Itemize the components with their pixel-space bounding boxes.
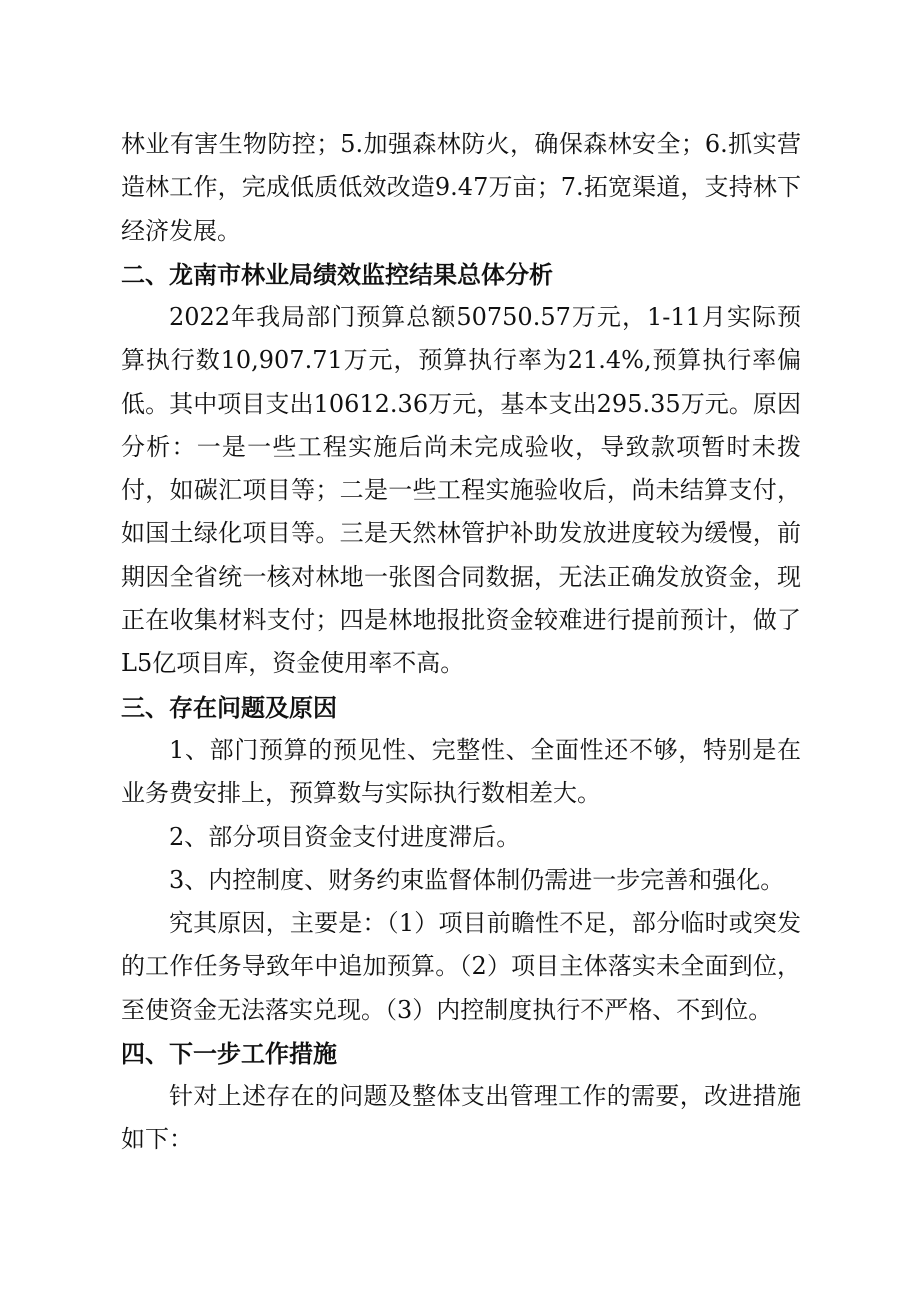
paragraph-budget-analysis: 2022年我局部门预算总额50750.57万元，1-11月实际预算执行数10,907.71万元，预算执行率为21.4%,预算执行率偏低。其中项目支出10612.36万元，基本支出295.35万元。原因分析：一是一些工程实施后尚未完成验收，导致款项暂时未拨付，如碳汇项目等；二是一些工程实施验收后，尚未结算支付，如国土绿化项目等。三是天然林管护补助发放进度较为缓慢，前期因全省统一核对林地一张图合同数据，无法正确发放资金，现正在收集材料支付；四是林地报批资金较难进行提前预计，做了L5亿项目库，资金使用率不高。: [121, 303, 801, 678]
problem-item-1: 1、部门预算的预见性、完整性、全面性还不够，特别是在业务费安排上，预算数与实际执行数相差大。: [121, 736, 801, 808]
paragraph-improvement-intro: 针对上述存在的问题及整体支出管理工作的需要，改进措施如下：: [121, 1082, 801, 1154]
heading-performance-analysis: 二、龙南市林业局绩效监控结果总体分析: [121, 260, 553, 289]
heading-next-steps: 四、下一步工作措施: [121, 1039, 337, 1068]
heading-problems-causes: 三、存在问题及原因: [121, 693, 337, 722]
paragraph-forestry-tasks: 林业有害生物防控；5.加强森林防火，确保森林安全；6.抓实营造林工作，完成低质低效改造9.47万亩；7.拓宽渠道，支持林下经济发展。: [121, 130, 801, 245]
problem-item-2: 2、部分项目资金支付进度滞后。: [169, 823, 521, 851]
paragraph-root-causes: 究其原因，主要是：（1）项目前瞻性不足，部分临时或突发的工作任务导致年中追加预算。（2）项目主体落实未全面到位，至使资金无法落实兑现。（3）内控制度执行不严格、不到位。: [121, 909, 801, 1024]
problem-item-3: 3、内控制度、财务约束监督体制仍需进一步完善和强化。: [169, 866, 785, 894]
